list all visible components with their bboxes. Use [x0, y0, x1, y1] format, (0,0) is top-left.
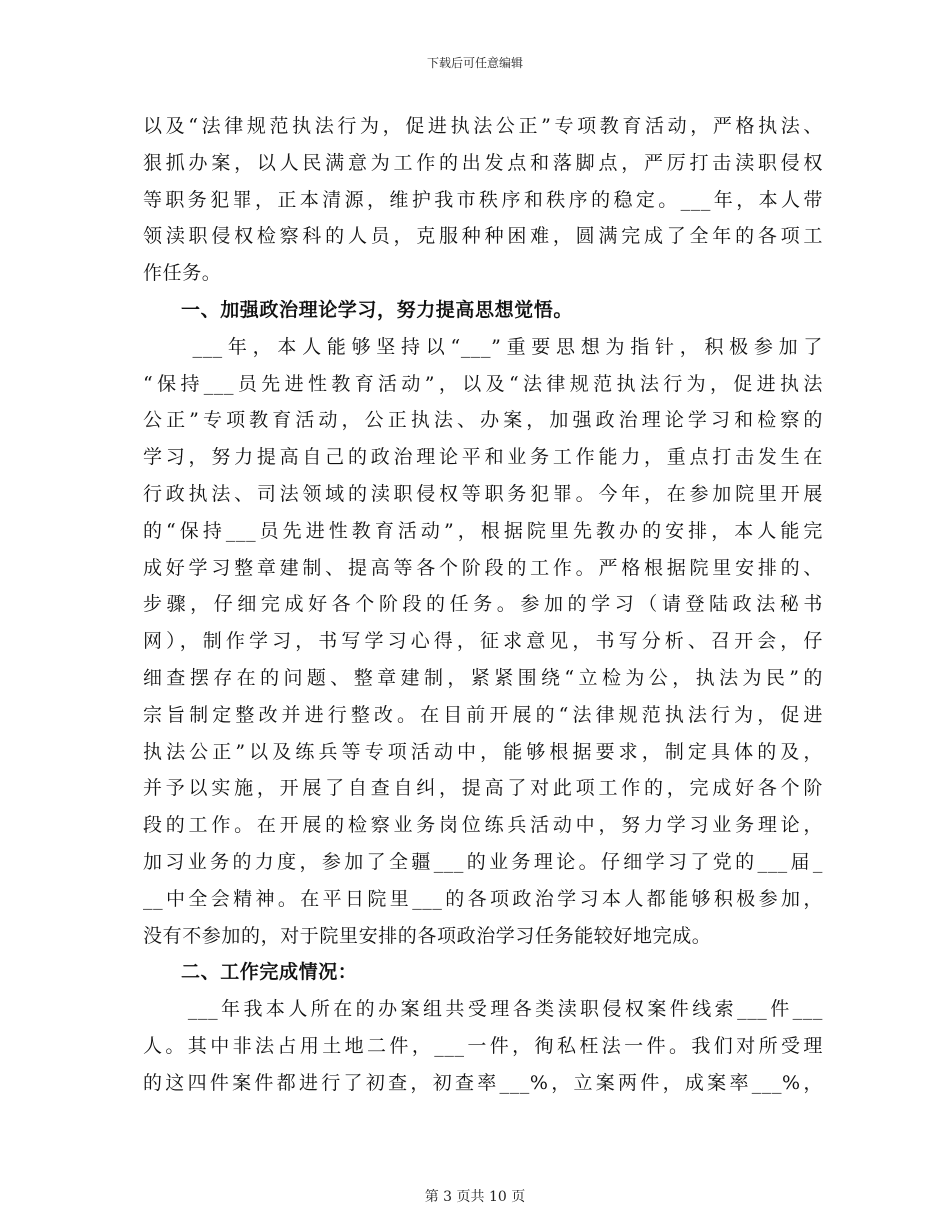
- body-line: 执法公正”以及练兵等专项活动中，能够根据要求，制定具体的及，: [143, 740, 823, 763]
- section-heading-2: 二、工作完成情况：: [181, 961, 358, 984]
- body-line: 段的工作。在开展的检察业务岗位练兵活动中，努力学习业务理论，: [143, 814, 823, 837]
- body-line: 成好学习整章建制、提高等各个阶段的工作。严格根据院里安排的、: [143, 556, 823, 579]
- body-line: 的“保持___员先进性教育活动”，根据院里先教办的安排，本人能完: [143, 519, 823, 542]
- body-line: 没有不参加的，对于院里安排的各项政治学习任务能较好地完成。: [143, 924, 712, 947]
- body-line: 并予以实施，开展了自查自纠，提高了对此项工作的，完成好各个阶: [143, 777, 823, 800]
- body-line: 公正”专项教育活动，公正执法、办案，加强政治理论学习和检察的: [143, 409, 823, 432]
- body-line: 以及“法律规范执法行为，促进执法公正”专项教育活动，严格执法、: [143, 115, 823, 137]
- body-line: 狠抓办案，以人民满意为工作的出发点和落脚点，严厉打击渎职侵权: [143, 151, 823, 174]
- body-line: “保持___员先进性教育活动”，以及“法律规范执法行为，促进执法: [143, 372, 823, 395]
- body-line: 等职务犯罪，正本清源，维护我市秩序和秩序的稳定。___年，本人带: [143, 188, 823, 211]
- body-line: 学习，努力提高自己的政治理论平和业务工作能力，重点打击发生在: [143, 446, 823, 469]
- section-heading-1: 一、加强政治理论学习，努力提高思想觉悟。: [181, 298, 574, 321]
- document-body: [143, 108, 823, 1102]
- body-line: 加习业务的力度，参加了全疆___的业务理论。仔细学习了党的___届_: [143, 850, 823, 873]
- page-header: 下载后可任意编辑: [426, 56, 523, 70]
- body-line: 人。其中非法占用土地二件，___一件，徇私枉法一件。我们对所受理: [143, 1034, 823, 1057]
- body-line: 细查摆存在的问题、整章建制，紧紧围绕“立检为公，执法为民”的: [143, 666, 823, 689]
- body-line: __中全会精神。在平日院里___的各项政治学习本人都能够积极参加，: [143, 887, 823, 910]
- body-line: 行政执法、司法领域的渎职侵权等职务犯罪。今年，在参加院里开展: [143, 482, 823, 505]
- body-line: 的这四件案件都进行了初查，初查率___%，立案两件，成案率___%，: [143, 1071, 823, 1094]
- body-line: 网），制作学习，书写学习心得，征求意见，书写分析、召开会，仔: [143, 630, 823, 653]
- body-line: 领渎职侵权检察科的人员，克服种种困难，圆满完成了全年的各项工: [143, 225, 823, 248]
- body-line: ___年我本人所在的办案组共受理各类渎职侵权案件线索___件___: [143, 998, 823, 1021]
- body-line: ___年，本人能够坚持以“___”重要思想为指针，积极参加了: [143, 335, 823, 358]
- body-line: 作任务。: [143, 262, 222, 285]
- body-line: 宗旨制定整改并进行整改。在目前开展的“法律规范执法行为，促进: [143, 703, 823, 726]
- page-footer: 第 3 页共 10 页: [424, 1189, 526, 1205]
- body-line: 步骤，仔细完成好各个阶段的任务。参加的学习（请登陆政法秘书: [143, 593, 823, 616]
